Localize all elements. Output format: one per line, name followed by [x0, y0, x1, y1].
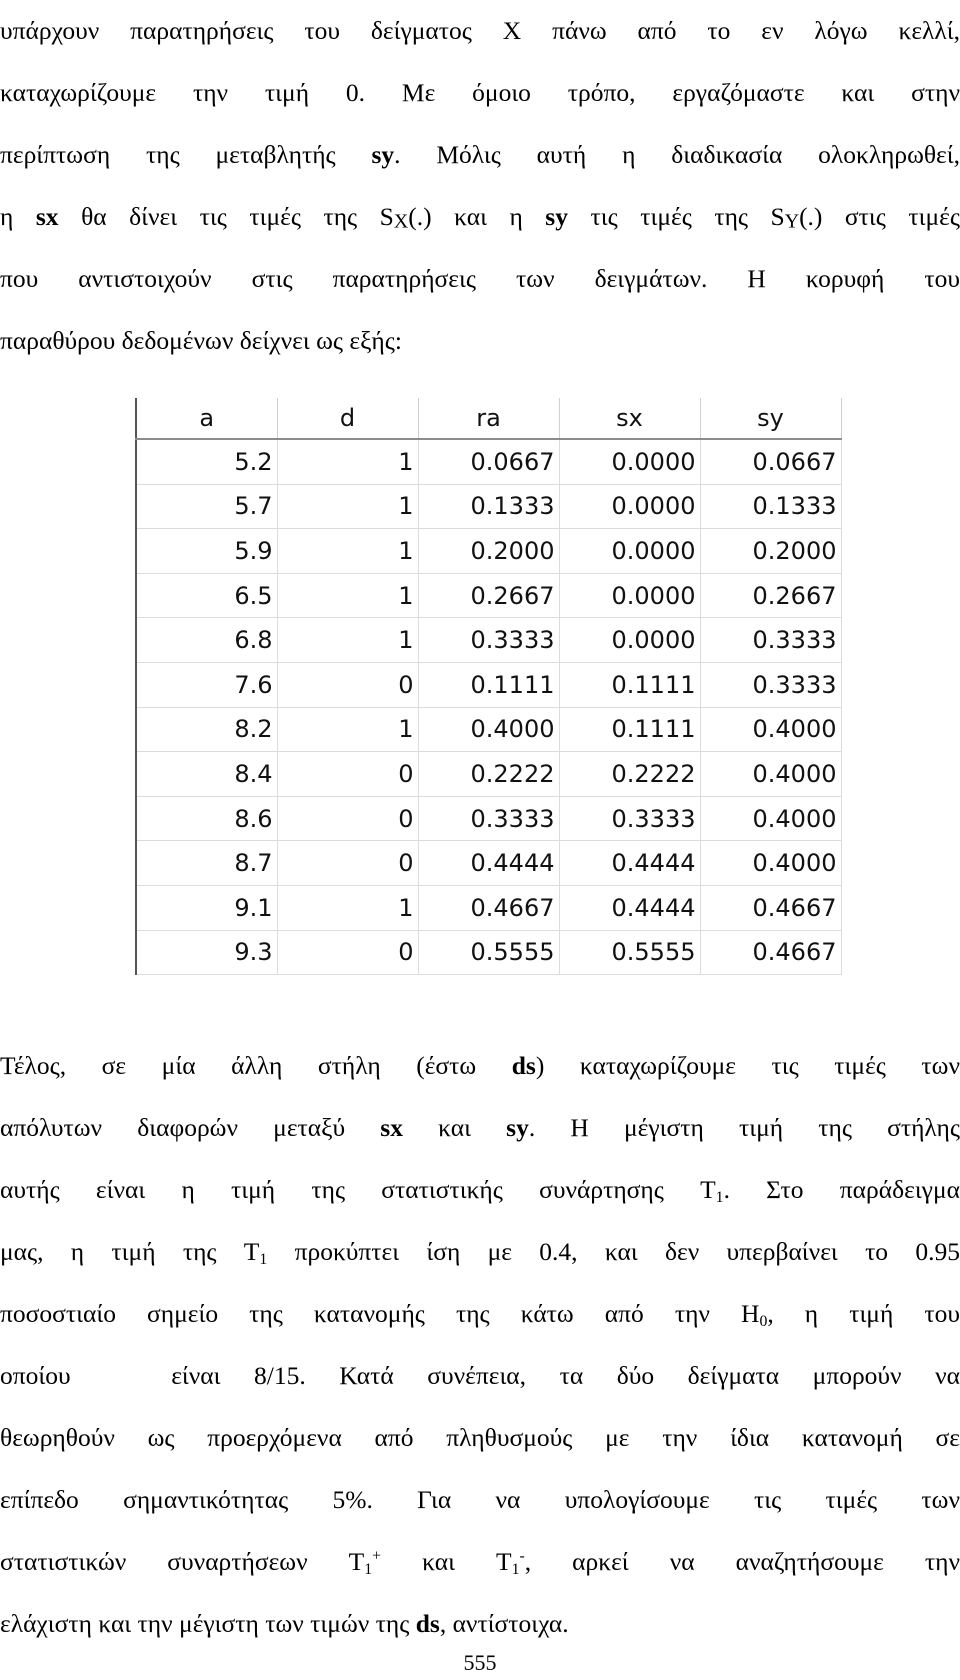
header-row [136, 398, 841, 439]
table-row [136, 618, 841, 663]
cell[interactable]: 0.1111 [418, 662, 559, 707]
cell[interactable]: 0.4000 [700, 796, 841, 841]
text-line: επίπεδο σημαντικότητας 5%. Για να υπολογίσουμε τις τιμές των [0, 1485, 960, 1514]
cell[interactable]: 0.2222 [559, 752, 700, 797]
cell[interactable]: 0.4667 [700, 930, 841, 975]
cell[interactable]: 0.3333 [418, 796, 559, 841]
text-line: θεωρηθούν ως προερχόμενα από πληθυσμούς με την ίδια κατανομή σε [0, 1423, 960, 1452]
cell[interactable]: 8.2 [136, 707, 277, 752]
cell[interactable]: 0.4444 [418, 841, 559, 886]
table-row [136, 662, 841, 707]
cell[interactable]: 0.4000 [700, 707, 841, 752]
cell[interactable]: 0.4667 [700, 885, 841, 930]
text-line: απόλυτων διαφορών μεταξύ sx και sy. Η μέγιστη τιμή της στήλης [0, 1113, 960, 1142]
table-row [136, 885, 841, 930]
column-header-d[interactable]: d [277, 398, 418, 439]
cell[interactable]: 0.4000 [700, 752, 841, 797]
cell[interactable]: 1 [277, 484, 418, 529]
cell[interactable]: 0.2000 [418, 529, 559, 574]
cell[interactable]: 0.1111 [559, 662, 700, 707]
table-row [136, 707, 841, 752]
cell[interactable]: 0.4444 [559, 841, 700, 886]
cell[interactable]: 0.0000 [559, 484, 700, 529]
cell[interactable]: 5.7 [136, 484, 277, 529]
cell[interactable]: 5.9 [136, 529, 277, 574]
cell[interactable]: 7.6 [136, 662, 277, 707]
cell[interactable]: 1 [277, 573, 418, 618]
cell[interactable]: 0.0667 [700, 439, 841, 484]
cell[interactable]: 0.2667 [418, 573, 559, 618]
cell[interactable]: 0.5555 [418, 930, 559, 975]
cell[interactable]: 9.3 [136, 930, 277, 975]
cell[interactable]: 0.0000 [559, 439, 700, 484]
table-row [136, 841, 841, 886]
cell[interactable]: 0.0000 [559, 573, 700, 618]
cell[interactable]: 0 [277, 796, 418, 841]
text-line: οποίου είναι 8/15. Κατά συνέπεια, τα δύο δείγματα μπορούν να [0, 1361, 960, 1390]
cell[interactable]: 8.4 [136, 752, 277, 797]
text-line: που αντιστοιχούν στις παρατηρήσεις των δειγμάτων. Η κορυφή του [0, 264, 960, 293]
text-line: Τέλος, σε μία άλλη στήλη (έστω ds) καταχωρίζουμε τις τιμές των [0, 1051, 960, 1080]
text-line: υπάρχουν παρατηρήσεις του δείγματος X πάνω από το εν λόγω κελλί, [0, 16, 960, 45]
cell[interactable]: 0.5555 [559, 930, 700, 975]
cell[interactable]: 0.3333 [700, 662, 841, 707]
column-header-ra[interactable]: ra [418, 398, 559, 439]
cell[interactable]: 0.4444 [559, 885, 700, 930]
cell[interactable]: 0 [277, 752, 418, 797]
column-header-sx[interactable]: sx [559, 398, 700, 439]
cell[interactable]: 0.2000 [700, 529, 841, 574]
cell[interactable]: 6.8 [136, 618, 277, 663]
table-row [136, 439, 841, 484]
cell[interactable]: 0.3333 [700, 618, 841, 663]
cell[interactable]: 0.1333 [700, 484, 841, 529]
table-row [136, 529, 841, 574]
cell[interactable]: 0.2222 [418, 752, 559, 797]
cell[interactable]: 0.2667 [700, 573, 841, 618]
cell[interactable]: 0.4000 [418, 707, 559, 752]
table-row [136, 573, 841, 618]
text-line: αυτής είναι η τιμή της στατιστικής συνάρτησης $T_1$. Στο παράδειγμα [0, 1175, 960, 1206]
data-grid [135, 398, 842, 975]
text-line: καταχωρίζουμε την τιμή 0. Με όμοιο τρόπο, εργαζόμαστε και στην [0, 78, 960, 107]
cell[interactable]: 9.1 [136, 885, 277, 930]
cell[interactable]: 0.3333 [418, 618, 559, 663]
text-line: στατιστικών συναρτήσεων $T_1^+$ και $T_1^-$, αρκεί να αναζητήσουμε την [0, 1547, 960, 1578]
cell[interactable]: 0 [277, 930, 418, 975]
table-row [136, 930, 841, 975]
page-number: 555 [463, 1650, 497, 1675]
column-header-a[interactable]: a [136, 398, 277, 439]
cell[interactable]: 6.5 [136, 573, 277, 618]
data-window-table [135, 398, 840, 980]
column-header-sy[interactable]: sy [700, 398, 841, 439]
cell[interactable]: 1 [277, 618, 418, 663]
table-row [136, 484, 841, 529]
cell[interactable]: 0.3333 [559, 796, 700, 841]
cell[interactable]: 1 [277, 707, 418, 752]
cell[interactable]: 1 [277, 529, 418, 574]
cell[interactable]: 0.0000 [559, 618, 700, 663]
intro-paragraph [0, 0, 960, 372]
table-row [136, 752, 841, 797]
cell[interactable]: 0.1333 [418, 484, 559, 529]
cell[interactable]: 1 [277, 885, 418, 930]
text-line: μας, η τιμή της $T_1$ προκύπτει ίση με 0.4, και δεν υπερβαίνει το 0.95 [0, 1237, 960, 1268]
cell[interactable]: 0.0667 [418, 439, 559, 484]
cell[interactable]: 8.7 [136, 841, 277, 886]
text-line: ποσοστιαίο σημείο της κατανομής της κάτω από την $H_0$, η τιμή του [0, 1299, 960, 1330]
cell[interactable]: 0.1111 [559, 707, 700, 752]
cell[interactable]: 5.2 [136, 439, 277, 484]
cell[interactable]: 0.0000 [559, 529, 700, 574]
cell[interactable]: 8.6 [136, 796, 277, 841]
text-line: η sx θα δίνει τις τιμές της SX(.) και η sy τις τιμές της SY(.) στις τιμές [0, 202, 960, 233]
conclusion-paragraph [0, 1035, 960, 1655]
text-line: περίπτωση της μεταβλητής sy. Μόλις αυτή η διαδικασία ολοκληρωθεί, [0, 140, 960, 169]
cell[interactable]: 0.4000 [700, 841, 841, 886]
cell[interactable]: 0 [277, 841, 418, 886]
text-line: ελάχιστη και την μέγιστη των τιμών της ds, αντίστοιχα. [0, 1609, 569, 1638]
cell[interactable]: 0.4667 [418, 885, 559, 930]
table-row [136, 796, 841, 841]
text-line: παραθύρου δεδομένων δείχνει ως εξής: [0, 326, 402, 355]
cell[interactable]: 1 [277, 439, 418, 484]
cell[interactable]: 0 [277, 662, 418, 707]
